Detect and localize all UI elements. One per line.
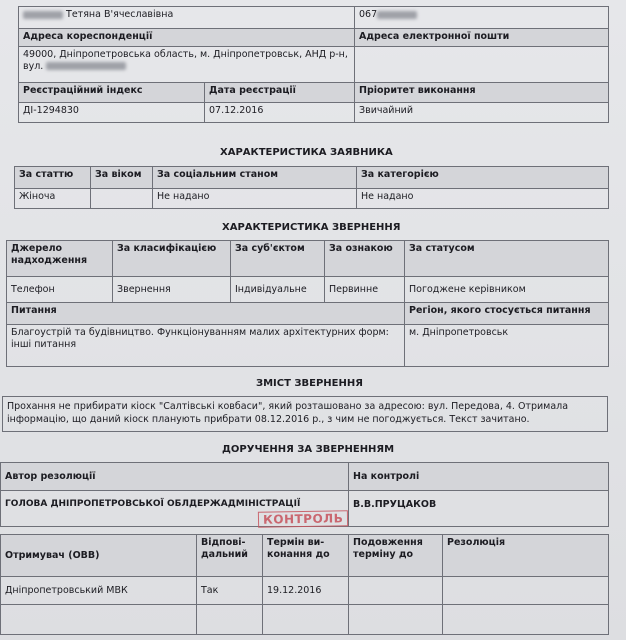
applicant-phone: 067: [359, 9, 378, 20]
char-header: За статтю: [15, 167, 91, 189]
char-value: [91, 189, 153, 209]
address-label: Адреса кореспонденції: [19, 29, 355, 47]
control-value: В.В.ПРУЦАКОВ: [349, 491, 609, 527]
char-header: За соціальним станом: [153, 167, 357, 189]
recipient-header: Отримувач (ОВВ): [1, 535, 197, 577]
email-label: Адреса електронної пошти: [355, 29, 609, 47]
appeal-content-text: Прохання не прибирати кіоск "Салтівські ковбаси", який розташовано за адресою: вул. Передова, 4. Отримала інформацію, що даний кіоск планують прибрати 08.12.2016 р., з чим не погоджується. Текст зачитано.: [2, 396, 608, 432]
reg-date-value: 07.12.2016: [205, 103, 355, 123]
reg-index-label: Реєстраційний індекс: [19, 83, 205, 103]
appeal-char-table: [6, 240, 609, 367]
priority-value: Звичайний: [355, 103, 609, 123]
recipient-cell: Так: [197, 577, 263, 605]
appeal-header: За ознакою: [325, 241, 405, 277]
redacted-street: [46, 62, 126, 70]
appeal-value: Первинне: [325, 277, 405, 303]
table-row: [1, 577, 609, 605]
priority-label: Пріоритет виконання: [355, 83, 609, 103]
recipient-cell: Дніпропетровський МВК: [1, 577, 197, 605]
recipient-cell: [263, 605, 349, 635]
issue-value: Благоустрій та будівництво. Функціонуванням малих архітектурних форм: інші питання: [7, 325, 405, 367]
address-value: 49000, Дніпропетровська область, м. Дніпропетровськ, АНД р-н, вул.: [23, 49, 348, 72]
email-value: [355, 47, 609, 83]
recipient-header: Термін ви-конання до: [263, 535, 349, 577]
appeal-value: Погоджене керівником: [405, 277, 609, 303]
recipient-cell: [443, 577, 609, 605]
region-label: Регіон, якого стосується питання: [405, 303, 609, 325]
applicant-table: [18, 6, 609, 123]
author-label: Автор резолюції: [1, 463, 349, 491]
recipients-table: [0, 534, 609, 635]
recipient-header: Відпові-дальний: [197, 535, 263, 577]
assignments-title: ДОРУЧЕННЯ ЗА ЗВЕРНЕННЯМ: [222, 444, 395, 455]
control-label: На контролі: [349, 463, 609, 491]
appeal-header: За класифікацією: [113, 241, 231, 277]
recipient-cell: [1, 605, 197, 635]
recipient-cell: 19.12.2016: [263, 577, 349, 605]
appeal-content-title: ЗМІСТ ЗВЕРНЕННЯ: [256, 378, 363, 389]
char-header: За віком: [91, 167, 153, 189]
appeal-value: Звернення: [113, 277, 231, 303]
applicant-name-cell: [19, 7, 355, 29]
redacted-surname: [23, 11, 63, 19]
appeal-header: За статусом: [405, 241, 609, 277]
appeal-value: Телефон: [7, 277, 113, 303]
author-value: ГОЛОВА ДНІПРОПЕТРОВСЬКОЇ ОБЛДЕРЖАДМІНІСТРАЦІЇ: [1, 491, 349, 527]
address-value-cell: [19, 47, 355, 83]
issue-label: Питання: [7, 303, 405, 325]
char-value: Не надано: [357, 189, 609, 209]
redacted-phone: [377, 11, 417, 19]
applicant-phone-cell: [355, 7, 609, 29]
appeal-char-title: ХАРАКТЕРИСТИКА ЗВЕРНЕННЯ: [222, 222, 401, 233]
appeal-header: Джерело надходження: [7, 241, 113, 277]
applicant-char-title: ХАРАКТЕРИСТИКА ЗАЯВНИКА: [220, 147, 393, 158]
applicant-name: Тетяна В'ячеславівна: [66, 9, 174, 20]
reg-date-label: Дата реєстрації: [205, 83, 355, 103]
applicant-char-table: [14, 166, 609, 209]
control-stamp: КОНТРОЛЬ: [258, 510, 349, 528]
char-value: Жіноча: [15, 189, 91, 209]
recipient-cell: [197, 605, 263, 635]
char-value: Не надано: [153, 189, 357, 209]
appeal-header: За суб'єктом: [231, 241, 325, 277]
region-value: м. Дніпропетровськ: [405, 325, 609, 367]
recipient-cell: [349, 605, 443, 635]
recipient-cell: [349, 577, 443, 605]
reg-index-value: ДІ-1294830: [19, 103, 205, 123]
recipient-header: Подовження терміну до: [349, 535, 443, 577]
recipient-header: Резолюція: [443, 535, 609, 577]
appeal-value: Індивідуальне: [231, 277, 325, 303]
char-header: За категорією: [357, 167, 609, 189]
recipient-cell: [443, 605, 609, 635]
